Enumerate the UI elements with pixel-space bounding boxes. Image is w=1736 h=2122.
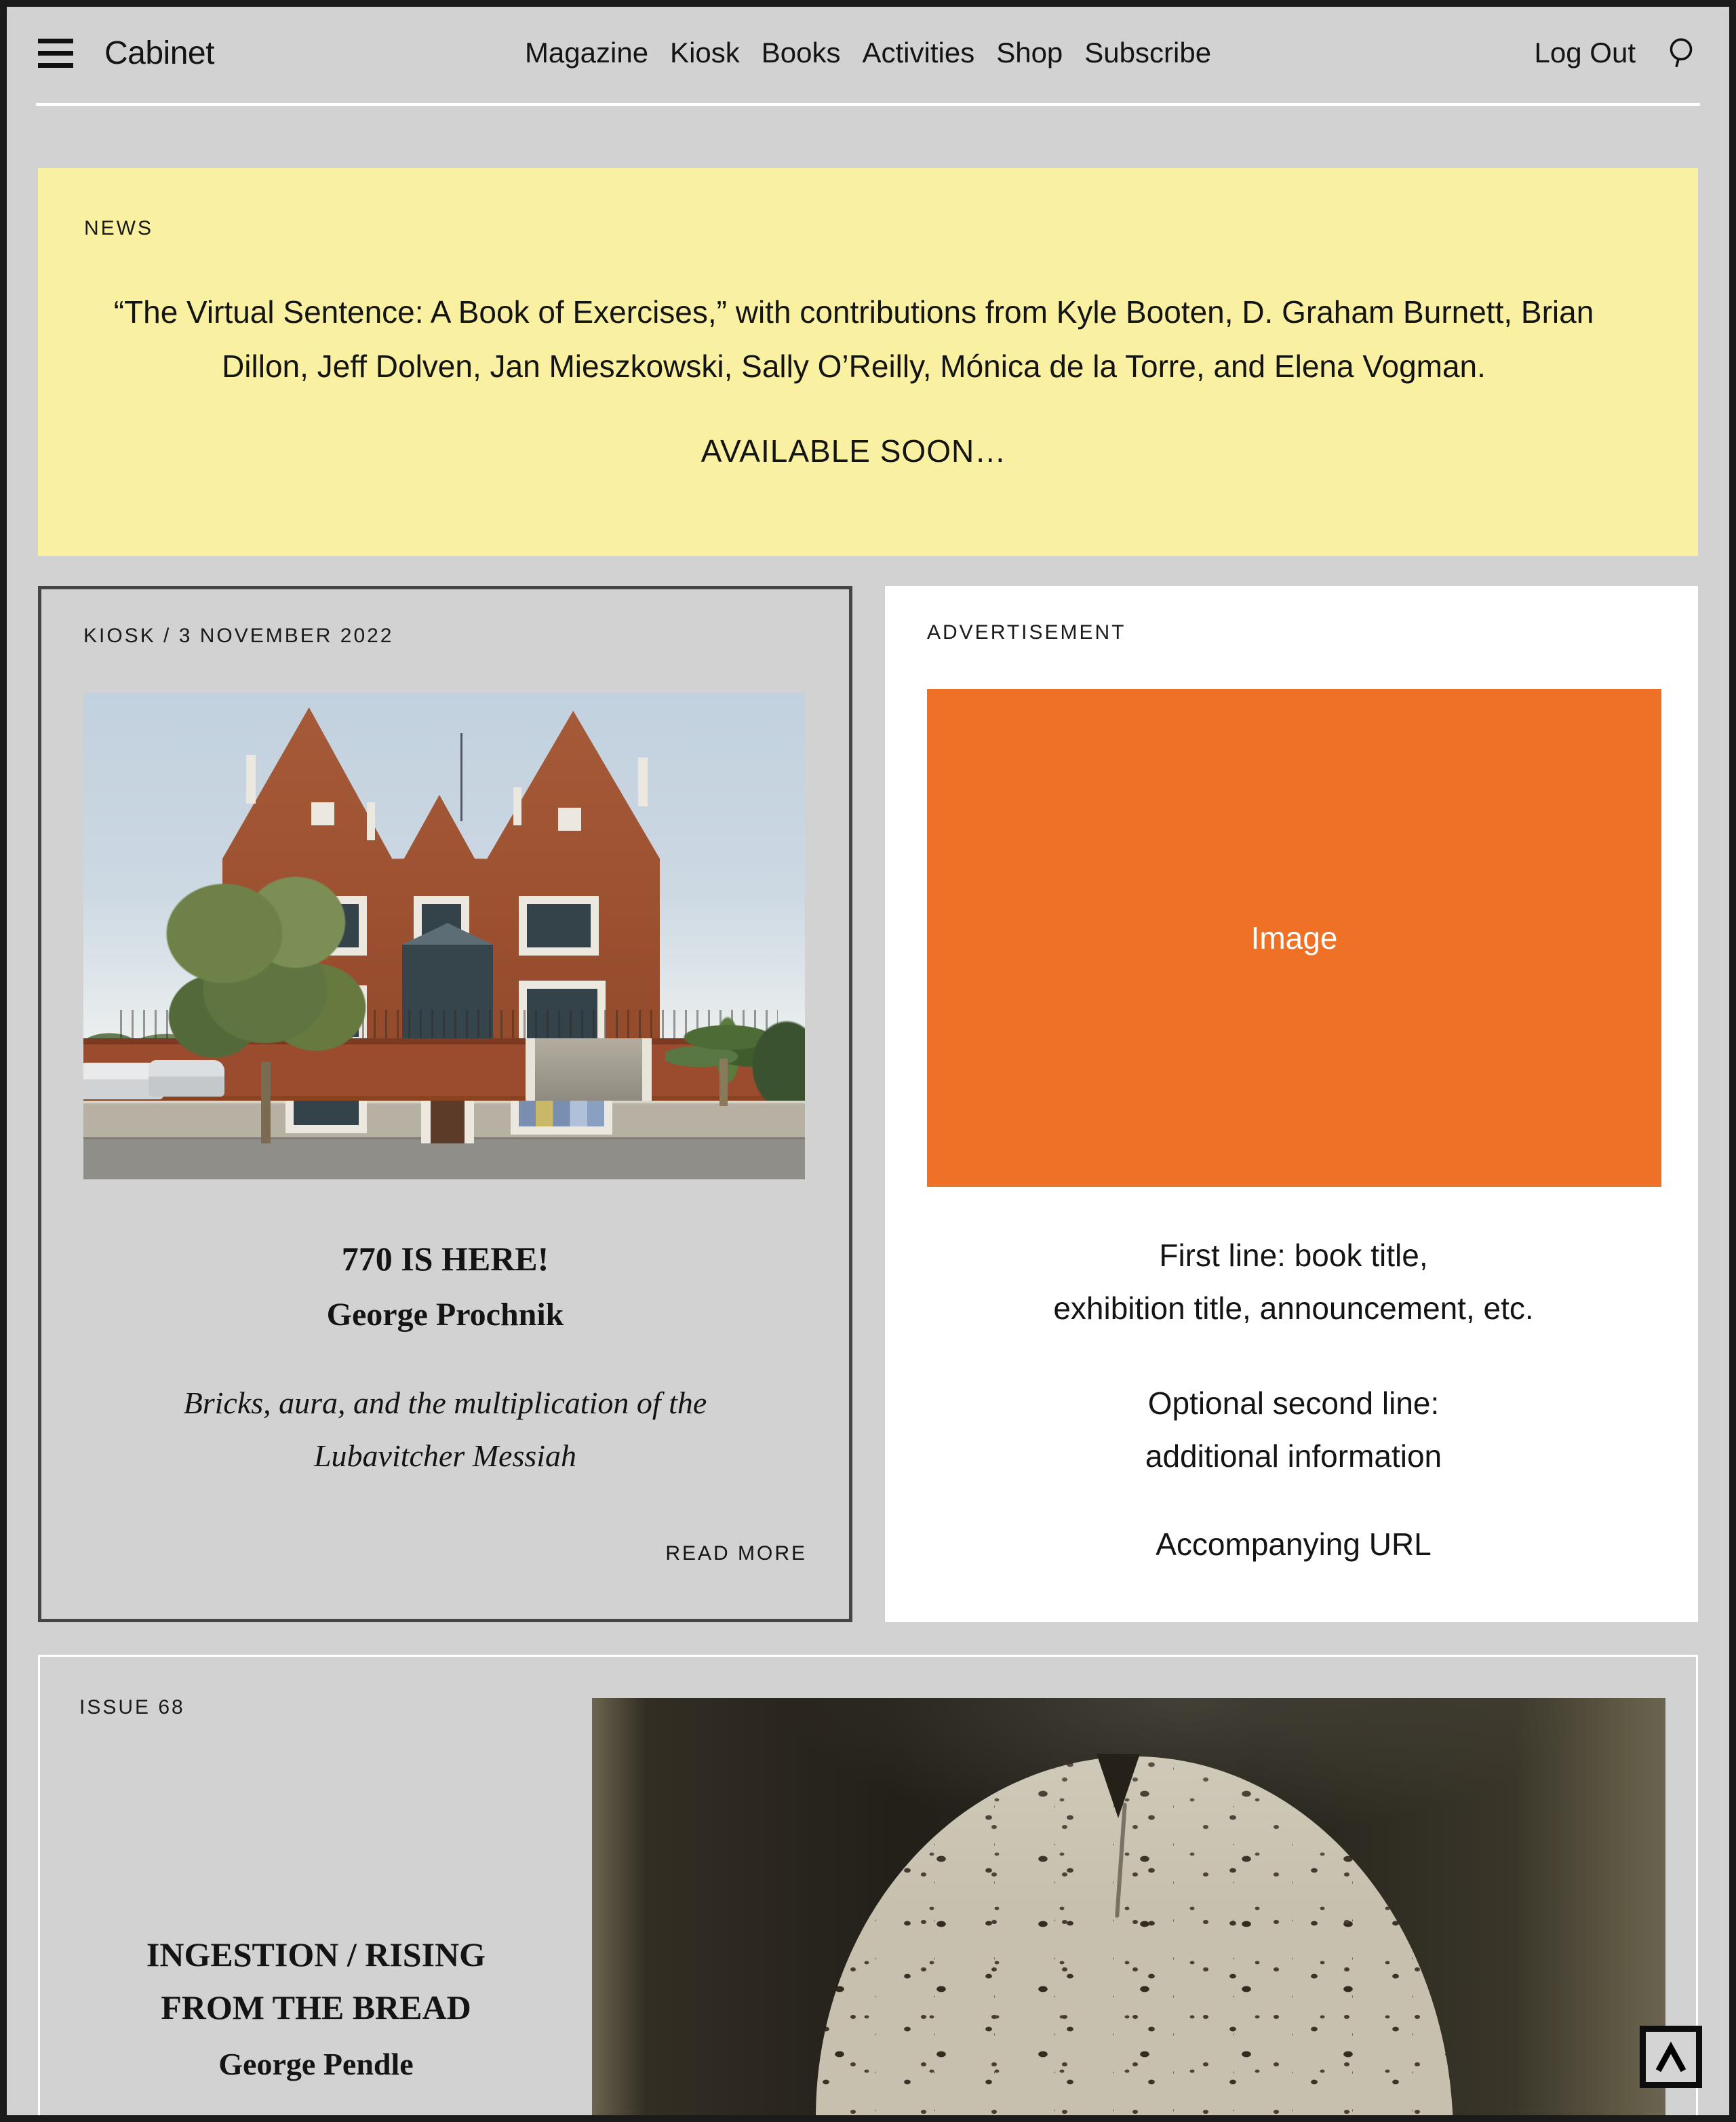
issue-title-block: [40, 1928, 592, 2082]
search-icon[interactable]: [1664, 35, 1698, 71]
read-more-link[interactable]: READ MORE: [665, 1542, 807, 1565]
photo-antenna: [460, 733, 462, 821]
chevron-up-icon: [1651, 2039, 1691, 2075]
advertisement-second-line: Optional second line: additional information: [1145, 1386, 1442, 1474]
main-nav: [525, 37, 1211, 69]
article-title: 770 IS HERE!: [341, 1240, 549, 1278]
issue-article-author: George Pendle: [218, 2047, 414, 2081]
header-divider: [36, 103, 1700, 106]
photo-window: [519, 896, 599, 956]
nav-shop[interactable]: Shop: [996, 37, 1063, 68]
issue-article-card: [38, 1655, 1698, 2122]
issue-article-title: INGESTION / RISING FROM THE BREAD: [146, 1936, 486, 2026]
issue-label: ISSUE 68: [79, 1696, 185, 1718]
article-author: George Prochnik: [326, 1297, 564, 1333]
header: [0, 0, 1736, 106]
photo-tree: [163, 855, 367, 1079]
news-banner: [38, 168, 1698, 556]
nav-magazine[interactable]: Magazine: [524, 37, 649, 68]
content-row: [38, 586, 1698, 1622]
log-out-link[interactable]: Log Out: [1534, 37, 1636, 68]
photo-gate-steps: [526, 1038, 652, 1101]
photo-tree-trunk: [261, 1062, 271, 1143]
header-right: [1535, 35, 1698, 71]
advertisement-image-label: Image: [1250, 920, 1338, 956]
nav-kiosk[interactable]: Kiosk: [670, 37, 740, 68]
nav-activities[interactable]: Activities: [862, 37, 975, 68]
article-image-bread-cross-section[interactable]: [592, 1698, 1665, 2122]
kiosk-article-card: [38, 586, 852, 1622]
kiosk-card-label: KIOSK / 3 NOVEMBER 2022: [83, 625, 394, 647]
advertisement-first-line: First line: book title, exhibition title, announcement, etc.: [1053, 1238, 1534, 1326]
photo-bush: [744, 1013, 805, 1101]
photo-bread-loaf: [816, 1756, 1453, 2122]
header-left: [38, 35, 214, 72]
photo-palm-trunk: [719, 1059, 728, 1106]
news-availability-text: AVAILABLE SOON…: [701, 433, 1007, 469]
nav-books[interactable]: Books: [761, 37, 841, 68]
advertisement-label: ADVERTISEMENT: [927, 621, 1126, 644]
article-image-770-building[interactable]: [83, 692, 805, 1179]
scroll-to-top-button[interactable]: [1640, 2026, 1702, 2088]
hamburger-menu-icon[interactable]: [38, 39, 73, 68]
news-label: NEWS: [84, 217, 153, 239]
photo-road: [83, 1137, 805, 1179]
article-dek: Bricks, aura, and the multiplication of the Lubavitcher Messiah: [183, 1386, 707, 1473]
advertisement-url[interactable]: Accompanying URL: [1156, 1527, 1432, 1562]
advertisement-card: [885, 586, 1698, 1622]
nav-subscribe[interactable]: Subscribe: [1084, 37, 1212, 68]
advertisement-image-placeholder[interactable]: [927, 689, 1661, 1187]
brand-logo[interactable]: Cabinet: [104, 35, 214, 71]
photo-car: [149, 1060, 224, 1097]
news-announcement-text: “The Virtual Sentence: A Book of Exercises,” with contributions from Kyle Booten, D. Graham Burnett, Brian Dillon, Jeff Dolven, Jan Mieszkowski, Sally O’Reilly, Mónica de la Torre, and Elena Vogman.: [113, 294, 1594, 384]
